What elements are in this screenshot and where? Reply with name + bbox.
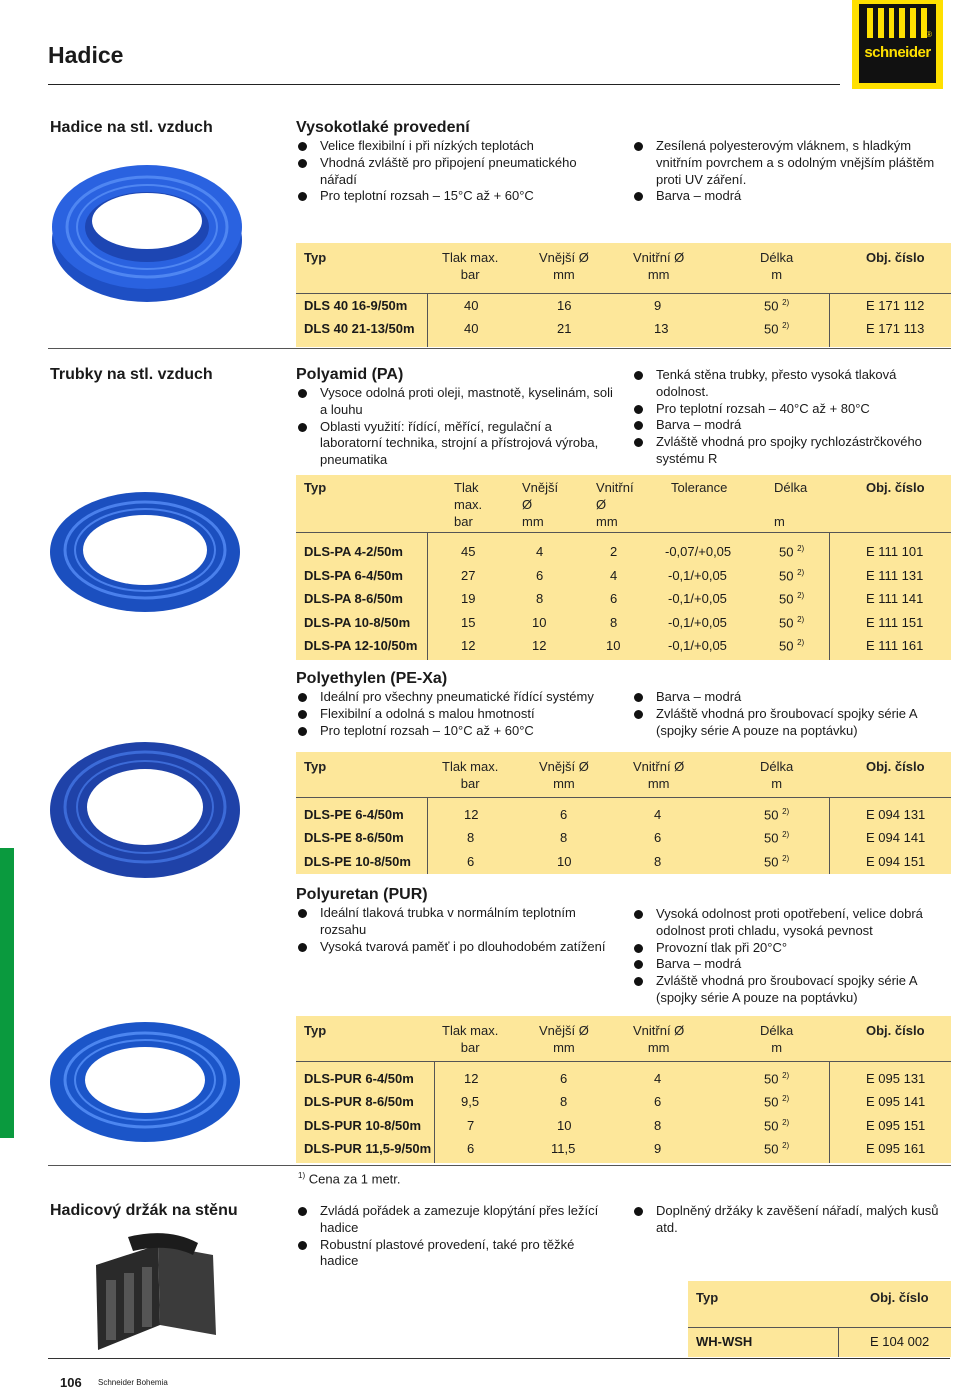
pa-title: Polyamid (PA) [296, 366, 404, 383]
list-item: Pro teplotní rozsah – 10°C až + 60°C [296, 723, 616, 740]
list-item: Vysoká tvarová paměť i po dlouhodobém zatížení [296, 939, 616, 956]
list-item: Vysoce odolná proti oleji, mastnotě, kyselinám, soli a louhu [296, 385, 616, 419]
list-item: Barva – modrá [632, 956, 952, 973]
footnote: $^{1)}$ Cena za 1 metr. [298, 1171, 401, 1187]
title-rule [48, 84, 840, 85]
list-item: Tenká stěna trubky, přesto vysoká tlaková odolnost. [632, 367, 952, 401]
list-item: Oblasti využití: řídící, měřící, regulační a laboratorní technika, strojní a přístrojová výroba, pneumatika [296, 419, 616, 469]
list-item: Barva – modrá [632, 417, 952, 434]
pa-table: Typ Tlak max. bar Vnější Ø mm Vnitřní Ø mm Tolerance Délka m Obj. číslo DLS-PA 4-2/50m 45 4 2 -0,07/+0,05 50 $^{2)}$ E 111 101 DLS-PA 6-4/50m 27 6 4 -0,1/+0,05 50 $^{2)}$ E 111 131 DLS-PA 8-6/50m 19 8 6 -0,1/+0,05 50 $^{2)}$ E 111 141 DLS-PA 10-8/50m 15 10 8 -0,1/+0,05 50 $^{2)}$ E 111 151 DLS-PA 12-10/50m 12 12 10 -0,1/+0,05 50 $^{2)}$ E 111 161 [296, 475, 951, 660]
pur-bullets-left [296, 905, 616, 955]
list-item: Pro teplotní rozsah – 15°C až + 60°C [296, 188, 616, 205]
list-item: Pro teplotní rozsah – 40°C až + 80°C [632, 401, 952, 418]
pur-bullets-right [632, 906, 952, 1007]
pur-table: Typ Tlak max. bar Vnější Ø mm Vnitřní Ø mm Délka m Obj. číslo DLS-PUR 6-4/50m 12 6 4 50 $^{2)}$ E 095 131 DLS-PUR 8-6/50m 9,5 8 6 50 $^{2)}$ E 095 141 DLS-PUR 10-8/50m 7 10 8 50 $^{2)}$ E 095 151 DLS-PUR 11,5-9/50m 6 11,5 9 50 $^{2)}$ E 095 161 [296, 1016, 951, 1163]
section-title-hoses: Hadice na stl. vzduch [50, 119, 213, 136]
pe-bullets-right [632, 689, 952, 739]
hp-title: Vysokotlaké provedení [296, 119, 470, 136]
list-item: Ideální pro všechny pneumatické řídící systémy [296, 689, 616, 706]
list-item: Flexibilní a odolná s malou hmotností [296, 706, 616, 723]
list-item: Robustní plastové provedení, také pro těžké hadice [296, 1237, 616, 1271]
list-item: Zvláště vhodná pro šroubovací spojky série A (spojky série A pouze na poptávku) [632, 706, 952, 740]
page-title: Hadice [48, 42, 124, 68]
list-item: Doplněný držáky k zavěšení nářadí, malých kusů atd. [632, 1203, 952, 1237]
pe-bullets-left [296, 689, 616, 739]
schneider-logo: ® schneider [852, 0, 943, 89]
section-title-holder: Hadicový držák na stěnu [50, 1202, 238, 1219]
list-item: Velice flexibilní i při nízkých teplotách [296, 138, 616, 155]
list-item: Zesílená polyesterovým vláknem, s hladkým vnitřním povrchem a s odolným vnějším pláštěm proti UV záření. [632, 138, 952, 188]
list-item: Zvládá pořádek a zamezuje klopýtání přes ležící hadice [296, 1203, 616, 1237]
list-item: Vysoká odolnost proti opotřebení, velice dobrá odolnost proti chladu, vysoká pevnost [632, 906, 952, 940]
list-item: Barva – modrá [632, 689, 952, 706]
list-item: Vhodná zvláště pro připojení pneumatického nářadí [296, 155, 616, 189]
list-item: Provozní tlak při 20°C° [632, 940, 952, 957]
pa-tube-coil-image [48, 480, 248, 620]
list-item: Zvláště vhodná pro spojky rychlozástrčkového systému R [632, 434, 952, 468]
hp-bullets-right [632, 138, 952, 205]
pe-tube-coil-image [48, 735, 248, 885]
section-divider [48, 348, 951, 349]
pa-bullets-right [632, 367, 952, 468]
hp-table: Typ Tlak max. bar Vnější Ø mm Vnitřní Ø mm Délka m Obj. číslo DLS 40 16-9/50m 40 16 9 50 $^{2)}$ E 171 112 DLS 40 21-13/50m 40 21 13 50 $^{2)}$ E 171 113 [296, 243, 951, 347]
holder-bullets-right [632, 1203, 952, 1237]
pe-title: Polyethylen (PE-Xa) [296, 670, 448, 687]
holder-bullets-left [296, 1203, 616, 1270]
section-title-tubes: Trubky na stl. vzduch [50, 366, 213, 383]
green-side-tab [0, 848, 14, 1138]
page-number: 106 [60, 1375, 82, 1390]
blue-hose-coil-image [50, 145, 250, 310]
footer-rule [48, 1358, 950, 1359]
list-item: Ideální tlaková trubka v normálním teplotním rozsahu [296, 905, 616, 939]
pa-bullets-left [296, 385, 616, 469]
footer-brand: Schneider Bohemia [98, 1378, 168, 1387]
list-item: Zvláště vhodná pro šroubovací spojky série A (spojky série A pouze na poptávku) [632, 973, 952, 1007]
hose-holder-image [88, 1225, 228, 1353]
section-divider [48, 1165, 951, 1166]
holder-table: Typ Obj. číslo WH-WSH E 104 002 [688, 1281, 951, 1357]
pe-table: Typ Tlak max. bar Vnější Ø mm Vnitřní Ø mm Délka m Obj. číslo DLS-PE 6-4/50m 12 6 4 50 $^{2)}$ E 094 131 DLS-PE 8-6/50m 8 8 6 50 $^{2)}$ E 094 141 DLS-PE 10-8/50m 6 10 8 50 $^{2)}$ E 094 151 [296, 752, 951, 874]
hp-bullets-left [296, 138, 616, 205]
list-item: Barva – modrá [632, 188, 952, 205]
pur-title: Polyuretan (PUR) [296, 886, 428, 903]
pur-tube-coil-image [48, 1012, 248, 1152]
